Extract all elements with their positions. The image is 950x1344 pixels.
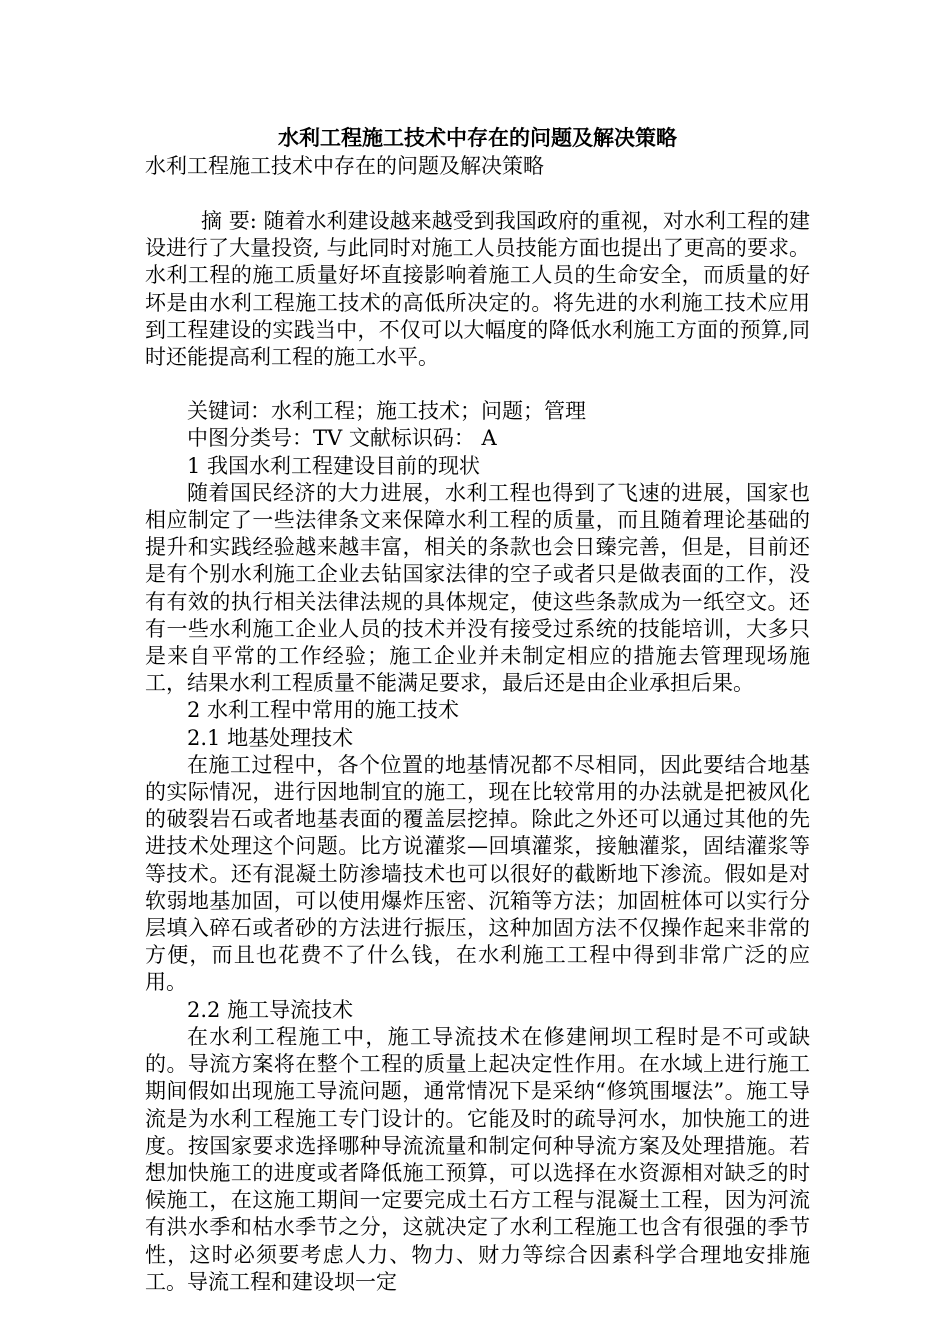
abstract-paragraph: 摘 要: 随着水利建设越来越受到我国政府的重视，对水利工程的建设进行了大量投资, 与此同时对施工人员技能方面也提出了更高的要求。水利工程的施工质量好坏直接影响着施工人员的生命安全，而质量的好坏是由水利工程施工技术的高低所决定的。将先进的水利施工技术应用到工程建设的实践当中，不仅可以大幅度的降低水利施工方面的预算,同时还能提高利工程的施工水平。 (145, 209, 810, 370)
section-2-1-paragraph: 在施工过程中，各个位置的地基情况都不尽相同，因此要结合地基的实际情况，进行因地制宜的施工，现在比较常用的办法就是把被风化的破裂岩石或者地基表面的覆盖层挖掉。除此之外还可以通过其他的先进技术处理这个问题。比方说灌浆—回填灌浆，接触灌浆，固结灌浆等等技术。还有混凝土防渗墙技术也可以很好的截断地下渗流。假如是对软弱地基加固，可以使用爆炸压密、沉箱等方法；加固桩体可以实行分层填入碎石或者砂的方法进行振压，这种加固方法不仅操作起来非常的方便，而且也花费不了什么钱，在水利施工工程中得到非常广泛的应用。 (145, 752, 810, 995)
section-2-heading: 2 水利工程中常用的施工技术 (187, 698, 460, 723)
section-1-paragraph: 随着国民经济的大力进展，水利工程也得到了飞速的进展，国家也相应制定了一些法律条文来保障水利工程的质量，而且随着理论基础的提升和实践经验越来越丰富，相关的条款也会日臻完善，但是，目前还是有个别水利施工企业去钻国家法律的空子或者只是做表面的工作，没有有效的执行相关法律法规的具体规定，使这些条款成为一纸空文。还有一些水利施工企业人员的技术并没有接受过系统的技能培训，大多只是来自平常的工作经验；施工企业并未制定相应的措施去管理现场施工，结果水利工程质量不能满足要求，最后还是由企业承担后果。 (145, 480, 810, 696)
classification-line: 中图分类号：TV 文献标识码： A (187, 426, 497, 451)
section-2-2-paragraph: 在水利工程施工中，施工导流技术在修建闸坝工程时是不可或缺的。导流方案将在整个工程的质量上起决定性作用。在水域上进行施工期间假如出现施工导流问题，通常情况下是采纳“修筑围堰法”。施工导流是为水利工程施工专门设计的。它能及时的疏导河水，加快施工的进度。按国家要求选择哪种导流流量和制定何种导流方案及处理措施。若想加快施工的进度或者降低施工预算，可以选择在水资源相对缺乏的时候施工，在这施工期间一定要完成土石方工程与混凝土工程，因为河流有洪水季和枯水季节之分，这就决定了水利工程施工也含有很强的季节性，这时必须要考虑人力、物力、财力等综合因素科学合理地安排施工。导流工程和建设坝一定 (145, 1024, 810, 1294)
section-2-1-heading: 2.1 地基处理技术 (187, 725, 354, 750)
document-subtitle: 水利工程施工技术中存在的问题及解决策略 (145, 154, 544, 178)
section-2-2-heading: 2.2 施工导流技术 (187, 997, 354, 1022)
keywords-line: 关键词：水利工程；施工技术；问题；管理 (187, 399, 586, 424)
document-page (145, 124, 810, 1296)
section-1-heading: 1 我国水利工程建设目前的现状 (187, 453, 481, 478)
document-title: 水利工程施工技术中存在的问题及解决策略 (278, 125, 677, 150)
